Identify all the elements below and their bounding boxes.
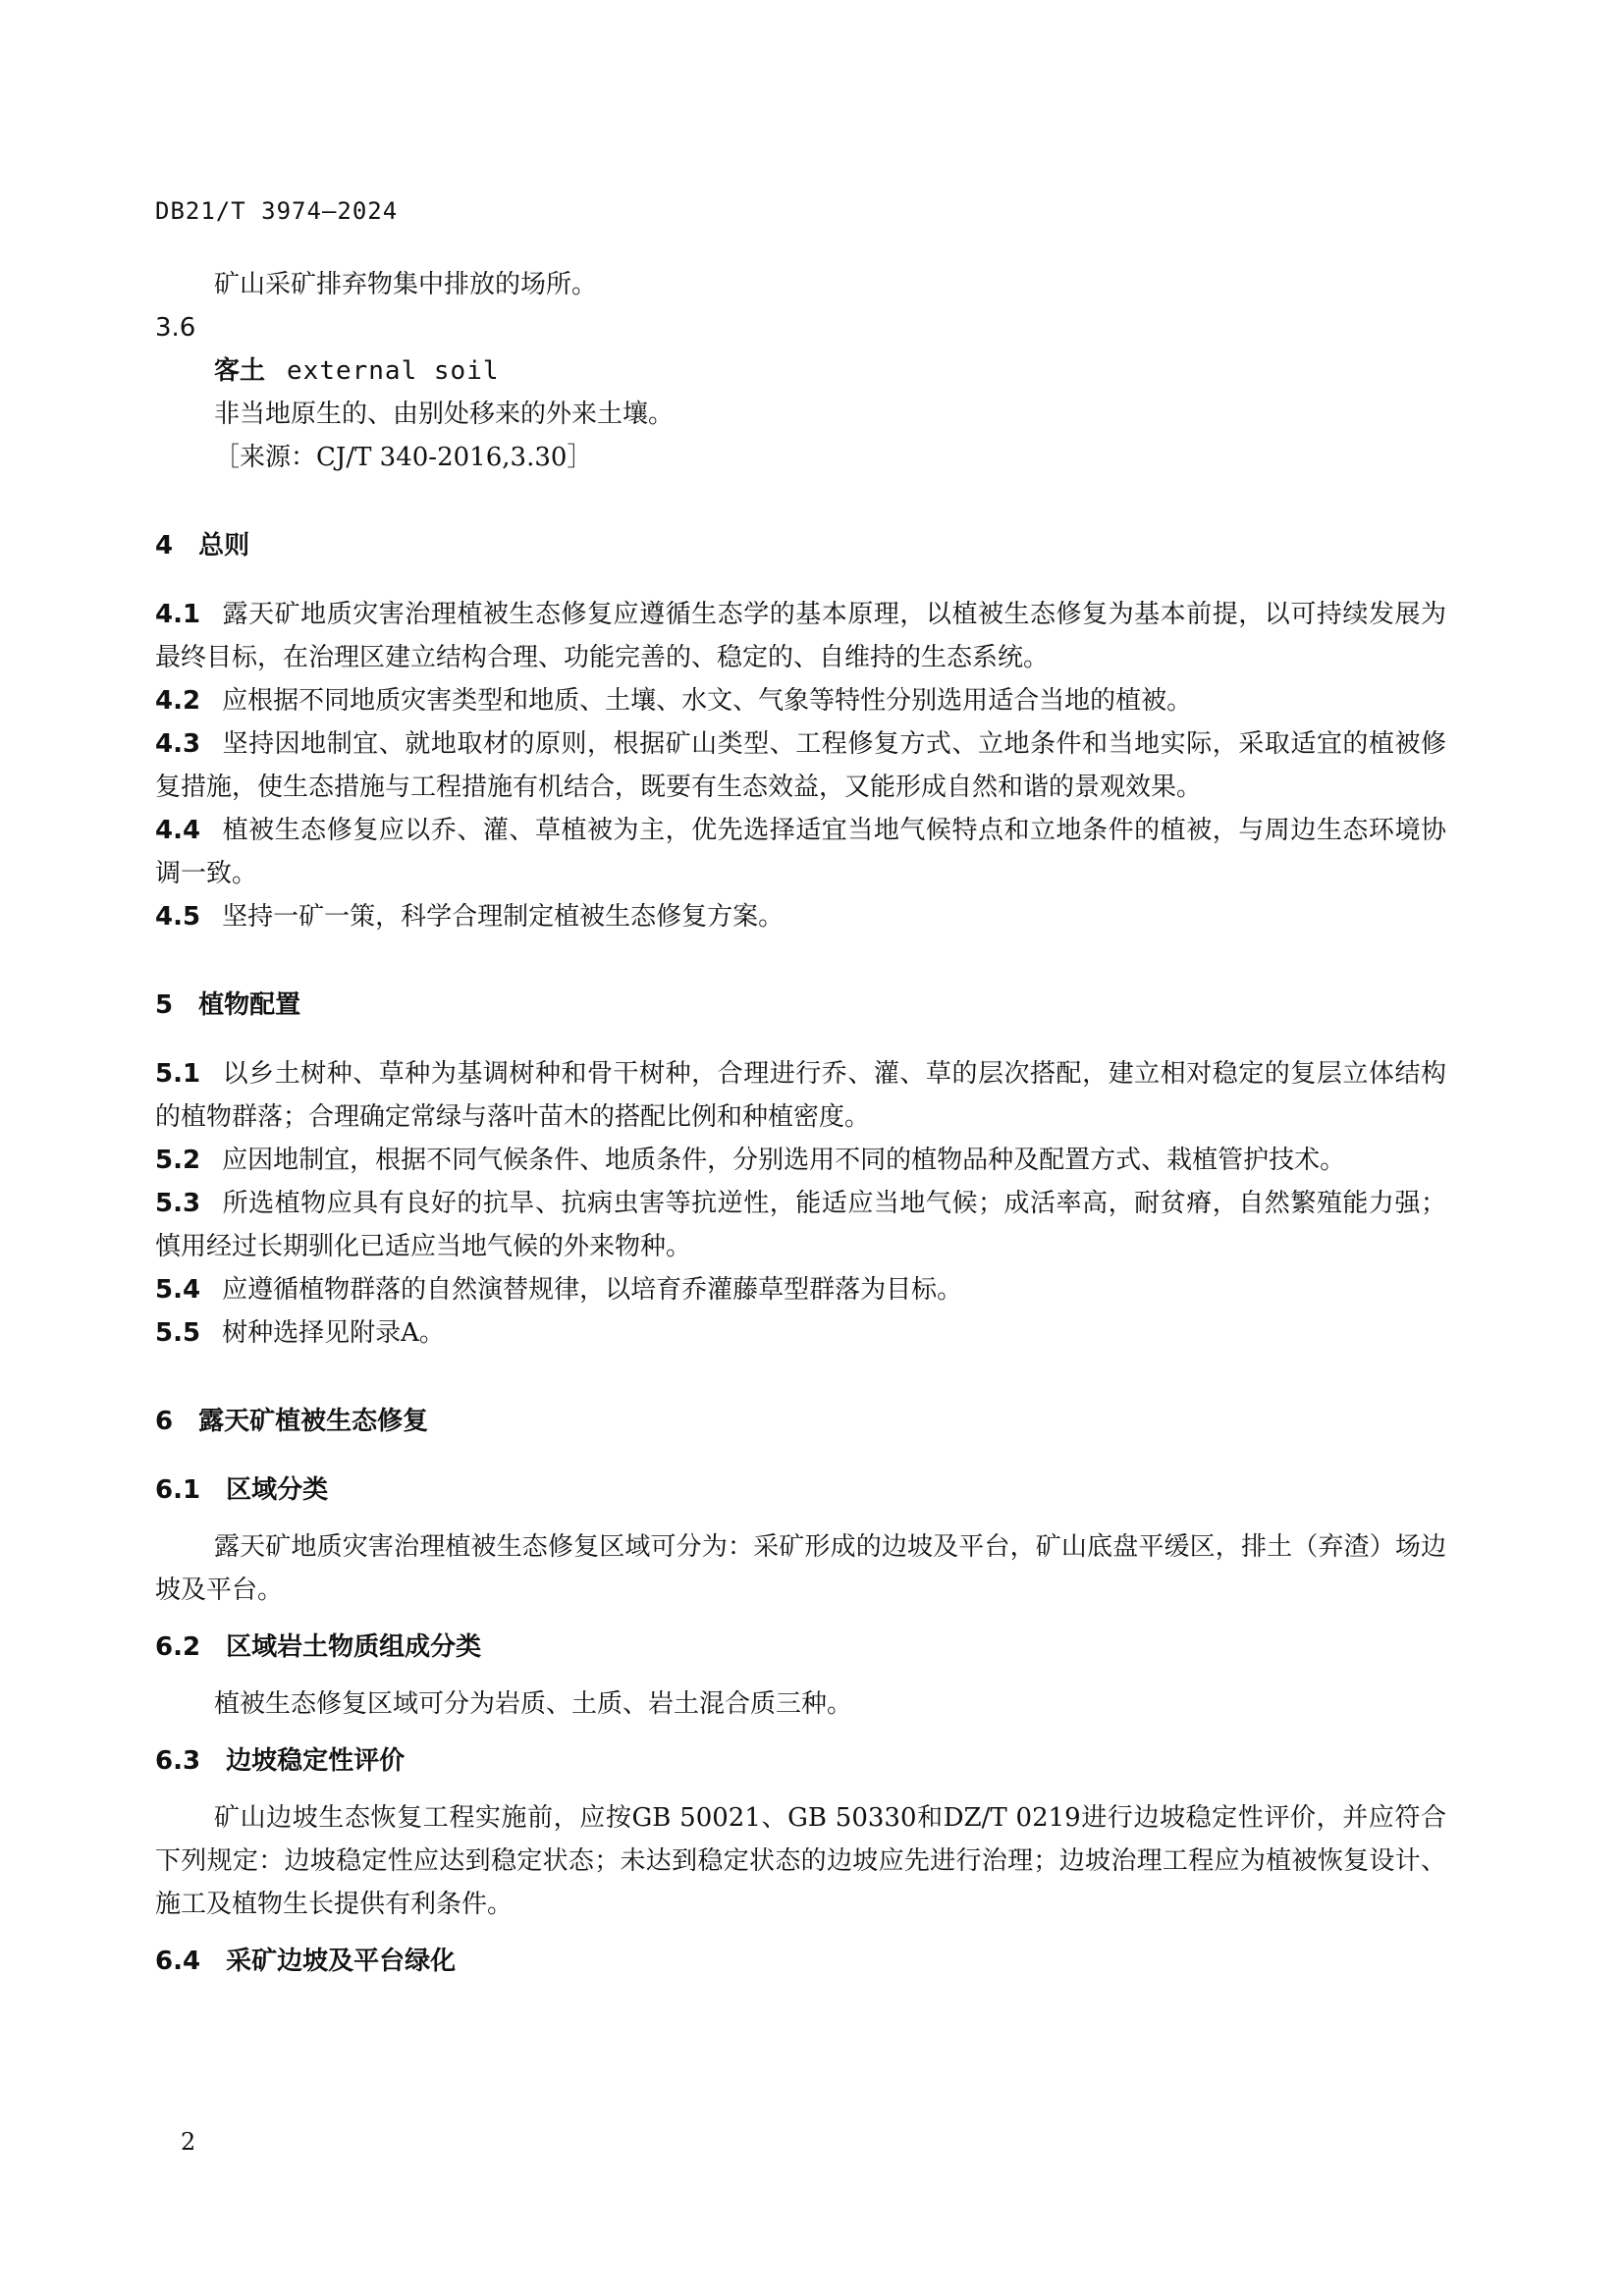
clause-5-4: 5.4 应遵循植物群落的自然演替规律，以培育乔灌藤草型群落为目标。 bbox=[155, 1275, 963, 1305]
clause-5-2: 5.2 应因地制宜，根据不同气候条件、地质条件，分别选用不同的植物品种及配置方式、栽植管护技术。 bbox=[155, 1146, 1346, 1175]
clause-4-5: 4.5 坚持一矿一策，科学合理制定植被生态修复方案。 bbox=[155, 902, 785, 932]
subsection-6-3-heading: 6.3 边坡稳定性评价 bbox=[155, 1746, 406, 1776]
subsection-6-2-heading: 6.2 区域岩土物质组成分类 bbox=[155, 1632, 482, 1662]
term-3-6-number: 3.6 bbox=[155, 313, 196, 343]
term-3-6-source: ［来源：CJ/T 340-2016,3.30］ bbox=[214, 443, 593, 472]
term-3-6-english: external soil bbox=[287, 356, 500, 386]
term-3-6-heading bbox=[155, 349, 1446, 393]
section-4-heading: 4 总则 bbox=[155, 531, 250, 561]
document-body bbox=[155, 263, 1446, 1983]
clause-5-5: 5.5 树种选择见附录A。 bbox=[155, 1318, 445, 1348]
subsection-6-1-text: 露天矿地质灾害治理植被生态修复区域可分为：采矿形成的边坡及平台，矿山底盘平缓区，排土（弃渣）场边坡及平台。 bbox=[155, 1532, 1446, 1605]
clause-4-3: 4.3 坚持因地制宜、就地取材的原则，根据矿山类型、工程修复方式、立地条件和当地实际，采取适宜的植被修复措施，使生态措施与工程措施有机结合，既要有生态效益，又能形成自然和谐的景观效果。 bbox=[155, 729, 1446, 802]
term-3-6-definition: 非当地原生的、由别处移来的外来土壤。 bbox=[214, 400, 675, 429]
section-5-heading: 5 植物配置 bbox=[155, 990, 301, 1020]
clause-5-1: 5.1 以乡土树种、草种为基调树种和骨干树种，合理进行乔、灌、草的层次搭配，建立相对稳定的复层立体结构的植物群落；合理确定常绿与落叶苗木的搭配比例和种植密度。 bbox=[155, 1059, 1446, 1132]
subsection-6-4-heading: 6.4 采矿边坡及平台绿化 bbox=[155, 1947, 457, 1976]
subsection-6-2-text: 植被生态修复区域可分为岩质、土质、岩土混合质三种。 bbox=[214, 1689, 853, 1719]
term-3-5-definition-continued: 矿山采矿排弃物集中排放的场所。 bbox=[214, 270, 598, 299]
page-number: 2 bbox=[181, 2128, 196, 2156]
document-code: DB21/T 3974—2024 bbox=[155, 197, 399, 225]
clause-4-1: 4.1 露天矿地质灾害治理植被生态修复应遵循生态学的基本原理，以植被生态修复为基本前提，以可持续发展为最终目标，在治理区建立结构合理、功能完善的、稳定的、自维持的生态系统。 bbox=[155, 600, 1446, 672]
section-6-heading: 6 露天矿植被生态修复 bbox=[155, 1407, 429, 1436]
subsection-6-3-text: 矿山边坡生态恢复工程实施前，应按GB 50021、GB 50330和DZ/T 0219进行边坡稳定性评价，并应符合下列规定：边坡稳定性应达到稳定状态；未达到稳定状态的边坡应先进行治理；边坡治理工程应为植被恢复设计、施工及植物生长提供有利条件。 bbox=[155, 1803, 1446, 1919]
clause-4-2: 4.2 应根据不同地质灾害类型和地质、土壤、水文、气象等特性分别选用适合当地的植被。 bbox=[155, 686, 1193, 716]
clause-5-3: 5.3 所选植物应具有良好的抗旱、抗病虫害等抗逆性，能适应当地气候；成活率高，耐贫瘠，自然繁殖能力强；慎用经过长期驯化已适应当地气候的外来物种。 bbox=[155, 1189, 1446, 1261]
subsection-6-1-heading: 6.1 区域分类 bbox=[155, 1475, 329, 1505]
clause-4-4: 4.4 植被生态修复应以乔、灌、草植被为主，优先选择适宜当地气候特点和立地条件的植被，与周边生态环境协调一致。 bbox=[155, 816, 1446, 888]
term-3-6-chinese: 客土 bbox=[214, 356, 266, 386]
